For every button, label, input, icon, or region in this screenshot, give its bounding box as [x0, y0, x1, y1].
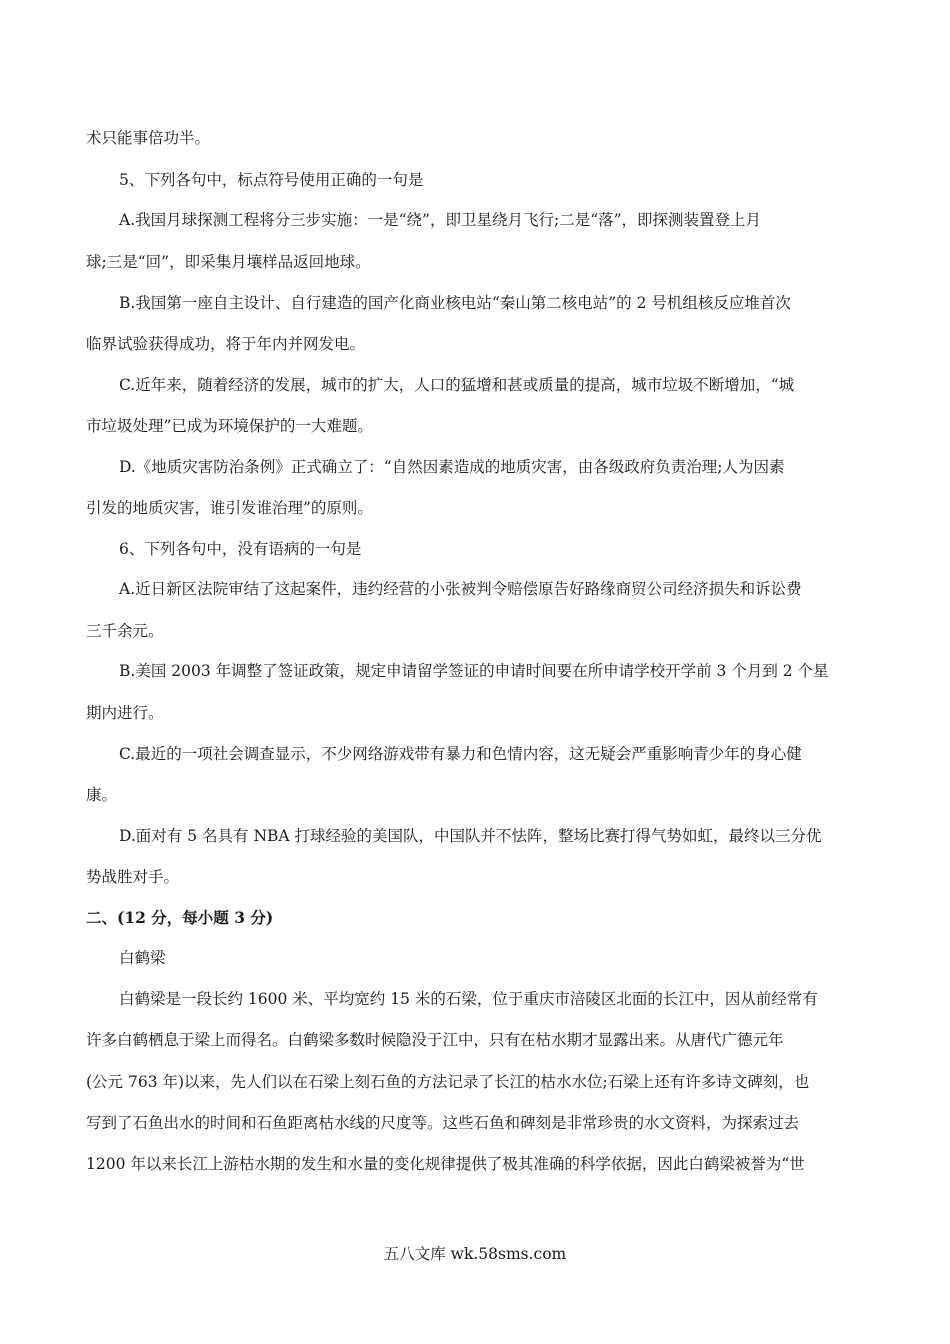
passage-line: 许多白鹤栖息于梁上而得名。白鹤梁多数时候隐没于江中，只有在枯水期才显露出来。从唐代广德元年 [86, 1031, 784, 1049]
option-6a-line1: A.近日新区法院审结了这起案件，违约经营的小张被判令赔偿原告好路缘商贸公司经济损失和诉讼费 [119, 580, 802, 598]
option-6a-line2: 三千余元。 [86, 622, 164, 640]
option-5c-line2: 市垃圾处理”已成为环境保护的一大难题。 [86, 417, 373, 435]
option-5a-line1: A.我国月球探测工程将分三步实施：一是“绕”，即卫星绕月飞行;二是“落”，即探测装置登上月 [119, 211, 762, 229]
option-5b-line2: 临界试验获得成功，将于年内并网发电。 [86, 335, 366, 353]
option-6c-line1: C.最近的一项社会调查显示，不少网络游戏带有暴力和色情内容，这无疑会严重影响青少年的身心健 [119, 745, 802, 763]
page-footer: 五八文库 wk.58sms.com [383, 1245, 567, 1263]
option-5a-line2: 球;三是“回”，即采集月壤样品返回地球。 [86, 253, 371, 271]
passage-line: 白鹤梁是一段长约 1600 米、平均宽约 15 米的石梁，位于重庆市涪陵区北面的长江中，因从前经常有 [119, 990, 818, 1008]
text-line: 术只能事倍功半。 [86, 129, 211, 147]
option-5b-line1: B.我国第一座自主设计、自行建造的国产化商业核电站“秦山第二核电站”的 2 号机组核反应堆首次 [119, 294, 791, 312]
section-two-heading: 二、(12 分，每小题 3 分) [86, 908, 274, 927]
option-6c-line2: 康。 [86, 786, 118, 804]
question-6-stem: 6、下列各句中，没有语病的一句是 [119, 540, 362, 558]
option-6d-line1: D.面对有 5 名具有 NBA 打球经验的美国队，中国队并不怯阵，整场比赛打得气势如虹，最终以三分优 [119, 827, 822, 845]
option-5d-line2: 引发的地质灾害，谁引发谁治理”的原则。 [86, 499, 373, 517]
passage-title: 白鹤梁 [119, 949, 166, 967]
question-5-stem: 5、下列各句中，标点符号使用正确的一句是 [119, 171, 424, 189]
option-6b-line2: 期内进行。 [86, 704, 164, 722]
option-6b-line1: B.美国 2003 年调整了签证政策，规定申请留学签证的申请时间要在所申请学校开学前 3 个月到 2 个星 [119, 662, 829, 680]
option-6d-line2: 势战胜对手。 [86, 868, 180, 886]
passage-line: 1200 年以来长江上游枯水期的发生和水量的变化规律提供了极其准确的科学依据，因此白鹤梁被誉为“世 [86, 1155, 805, 1173]
passage-line: 写到了石鱼出水的时间和石鱼距离枯水线的尺度等。这些石鱼和碑刻是非常珍贵的水文资料，为探索过去 [86, 1114, 800, 1132]
passage-line: (公元 763 年)以来，先人们以在石梁上刻石鱼的方法记录了长江的枯水水位;石梁上还有许多诗文碑刻，也 [86, 1073, 810, 1091]
option-5c-line1: C.近年来，随着经济的发展，城市的扩大，人口的猛增和甚或质量的提高，城市垃圾不断增加，“城 [119, 376, 795, 394]
option-5d-line1: D.《地质灾害防治条例》正式确立了：“自然因素造成的地质灾害，由各级政府负责治理;人为因素 [119, 458, 785, 476]
